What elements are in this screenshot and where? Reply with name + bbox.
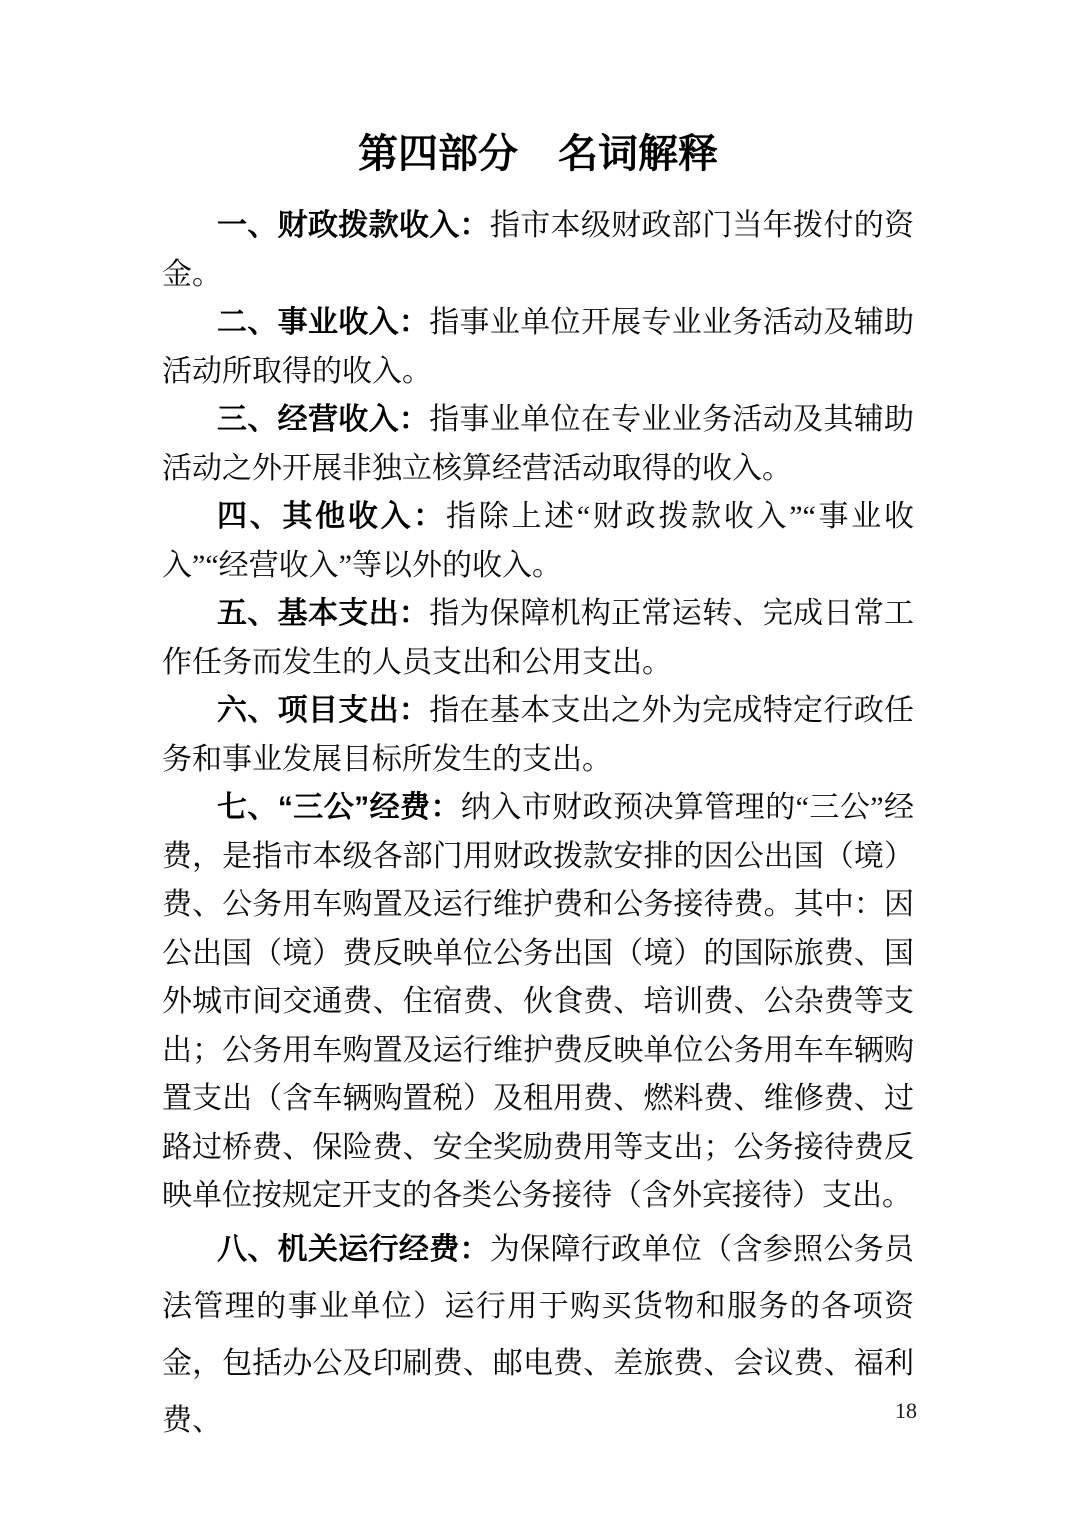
glossary-definition: 纳入市财政预决算管理的“三公”经费，是指市本级各部门用财政拨款安排的因公出国（境）费、公务用车购置及运行维护费和公务接待费。其中：因公出国（境）费反映单位公务出国（境）的国际旅费、国外城市间交通费、住宿费、伙食费、培训费、公杂费等支出；公务用车购置及运行维护费反映单位公务用车车辆购置支出（含车辆购置税）及租用费、燃料费、维修费、过路过桥费、保险费、安全奖励费用等支出；公务接待费反映单位按规定开支的各类公务接待（含外宾接待）支出。 (162, 791, 914, 1212)
glossary-definition: 指事业单位在专业业务活动及其辅助活动之外开展非独立核算经营活动取得的收入。 (162, 403, 915, 485)
glossary-definition: 指在基本支出之外为完成特定行政任务和事业发展目标所发生的支出。 (162, 694, 915, 776)
glossary-entry (162, 202, 914, 299)
glossary-entry (162, 784, 914, 1221)
glossary-term: 五、基本支出： (217, 597, 430, 630)
glossary-definition: 为保障行政单位（含参照公务员法管理的事业单位）运行用于购买货物和服务的各项资金，包括办公及印刷费、邮电费、差旅费、会议费、福利费、 (162, 1232, 915, 1437)
glossary-term: 六、项目支出： (217, 694, 430, 727)
glossary-entry (162, 493, 914, 590)
glossary-entry (162, 590, 914, 687)
glossary-term: 二、事业收入： (217, 306, 430, 339)
glossary-term: 三、经营收入： (217, 403, 430, 436)
glossary-entry (162, 396, 914, 493)
glossary-term: 七、“三公”经费： (217, 791, 461, 824)
glossary-definition: 指为保障机构正常运转、完成日常工作任务而发生的人员支出和公用支出。 (162, 597, 915, 679)
glossary-entry (162, 299, 914, 396)
glossary-entry (162, 687, 914, 784)
page-content (162, 126, 914, 1449)
glossary-definition: 指市本级财政部门当年拨付的资金。 (162, 209, 915, 291)
page-title: 第四部分 名词解释 (358, 132, 718, 176)
glossary-definition: 指事业单位开展专业业务活动及辅助活动所取得的收入。 (162, 306, 915, 388)
page-number: 18 (895, 1398, 917, 1423)
glossary-list (162, 202, 914, 1449)
glossary-entry (162, 1221, 914, 1449)
glossary-term: 八、机关运行经费： (217, 1232, 490, 1266)
glossary-term: 四、其他收入： (217, 500, 447, 533)
glossary-term: 一、财政拨款收入： (217, 209, 490, 242)
glossary-definition: 指除上述“财政拨款收入”“事业收入”“经营收入”等以外的收入。 (162, 500, 914, 582)
